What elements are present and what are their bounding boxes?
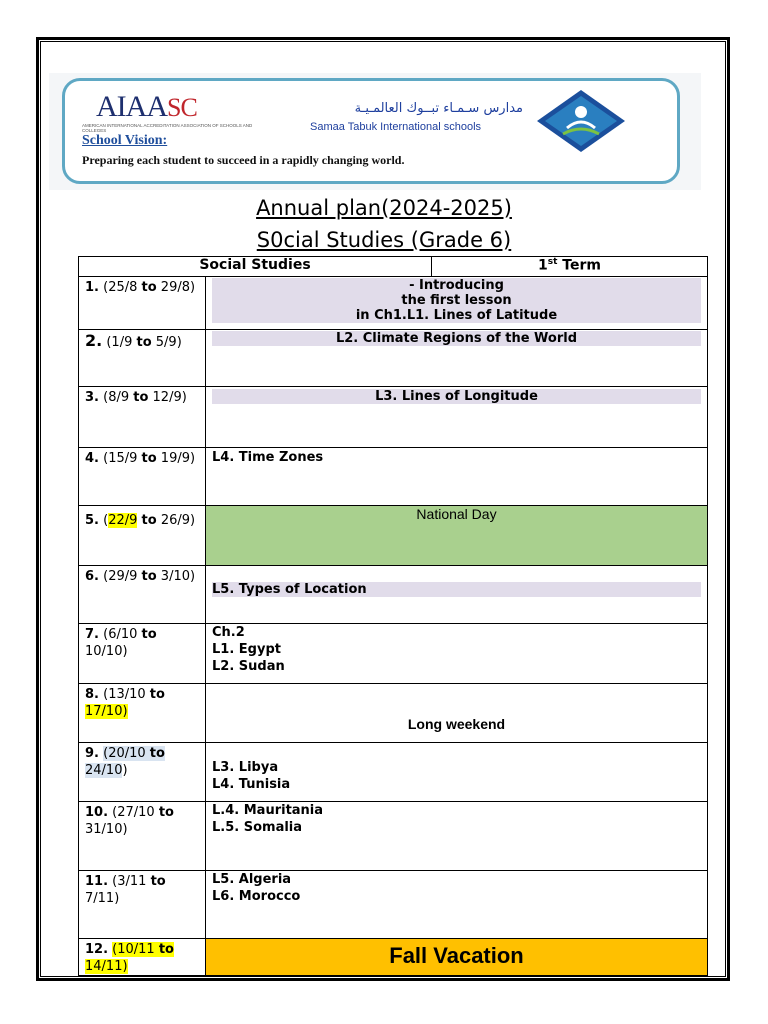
lesson-line: L3. Libya bbox=[212, 760, 279, 775]
week-cell: 1. (25/8 to 29/8) bbox=[79, 277, 206, 330]
page-title: Annual plan(2024-2025) bbox=[256, 196, 512, 220]
lesson-cell bbox=[206, 277, 708, 330]
table-header-row bbox=[79, 257, 708, 277]
lesson-cell bbox=[206, 387, 708, 448]
lesson-line: L3. Lines of Longitude bbox=[212, 389, 701, 404]
logo-text: AIAA bbox=[96, 90, 167, 123]
vision-text: Preparing each student to succeed in a rapidly changing world. bbox=[82, 153, 405, 167]
table-row bbox=[79, 939, 708, 976]
long-weekend-cell bbox=[206, 684, 708, 743]
event-label: Fall Vacation bbox=[389, 943, 524, 968]
lesson-cell bbox=[206, 871, 708, 939]
lesson-line: L.4. Mauritania bbox=[212, 803, 324, 818]
lesson-line: - Introducing bbox=[409, 278, 504, 293]
annual-plan-table bbox=[78, 256, 708, 976]
header-subject: Social Studies bbox=[79, 257, 432, 277]
week-cell: 7. (6/10 to 10/10) bbox=[79, 624, 206, 684]
aiaasc-logo bbox=[96, 92, 197, 123]
lesson-line: L4. Time Zones bbox=[212, 450, 324, 465]
event-label: National Day bbox=[416, 506, 497, 522]
page-subtitle: S0cial Studies (Grade 6) bbox=[256, 228, 512, 252]
school-name-english: Samaa Tabuk International schools bbox=[310, 121, 482, 133]
table-row bbox=[79, 566, 708, 624]
table-row bbox=[79, 387, 708, 448]
table-row bbox=[79, 277, 708, 330]
logo-subtitle: AMERICAN INTERNATIONAL ACCREDITATION ASSOCIATION OF SCHOOLS AND COLLEGES bbox=[82, 123, 253, 133]
lesson-cell bbox=[206, 802, 708, 871]
lesson-line: L2. Sudan bbox=[212, 659, 285, 674]
lesson-line: the first lesson bbox=[401, 293, 512, 308]
week-cell: 11. (3/11 to 7/11) bbox=[79, 871, 206, 939]
lesson-cell bbox=[206, 624, 708, 684]
table-row bbox=[79, 448, 708, 506]
table-row bbox=[79, 330, 708, 387]
event-label: Long weekend bbox=[407, 716, 506, 732]
vision-label: School Vision: bbox=[82, 133, 168, 148]
week-cell: 10. (27/10 to 31/10) bbox=[79, 802, 206, 871]
lesson-line: L4. Tunisia bbox=[212, 777, 291, 792]
table-row bbox=[79, 802, 708, 871]
lesson-line: Ch.2 bbox=[212, 625, 245, 640]
school-logo-icon bbox=[533, 88, 629, 154]
lesson-line: L.5. Somalia bbox=[212, 820, 303, 835]
lesson-cell bbox=[206, 330, 708, 387]
week-cell: 8. (13/10 to 17/10) bbox=[79, 684, 206, 743]
table-row bbox=[79, 506, 708, 566]
week-cell: 4. (15/9 to 19/9) bbox=[79, 448, 206, 506]
lesson-line: L6. Morocco bbox=[212, 889, 301, 904]
lesson-line: L5. Types of Location bbox=[212, 582, 701, 597]
week-cell: 12. (10/11 to 14/11) bbox=[79, 939, 206, 976]
table-row bbox=[79, 684, 708, 743]
week-cell: 2. (1/9 to 5/9) bbox=[79, 330, 206, 387]
school-name-arabic: مدارس سـمـاء تبــوك العالمـيـة bbox=[354, 101, 523, 116]
fall-vacation-cell bbox=[206, 939, 708, 976]
lesson-cell bbox=[206, 566, 708, 624]
lesson-cell bbox=[206, 743, 708, 802]
lesson-line: in Ch1.L1. Lines of Latitude bbox=[355, 308, 558, 323]
lesson-cell bbox=[206, 448, 708, 506]
week-cell: 5. (22/9 to 26/9) bbox=[79, 506, 206, 566]
logo-suffix: SC bbox=[167, 93, 197, 122]
week-cell: 6. (29/9 to 3/10) bbox=[79, 566, 206, 624]
week-cell: 9. (20/10 to 24/10) bbox=[79, 743, 206, 802]
lesson-line: L5. Algeria bbox=[212, 872, 292, 887]
table-row bbox=[79, 871, 708, 939]
table-row bbox=[79, 624, 708, 684]
lesson-line: L1. Egypt bbox=[212, 642, 281, 657]
table-row bbox=[79, 743, 708, 802]
header-term: 1st Term bbox=[432, 257, 708, 277]
week-cell: 3. (8/9 to 12/9) bbox=[79, 387, 206, 448]
lesson-line: L2. Climate Regions of the World bbox=[212, 331, 701, 346]
national-day-cell bbox=[206, 506, 708, 566]
